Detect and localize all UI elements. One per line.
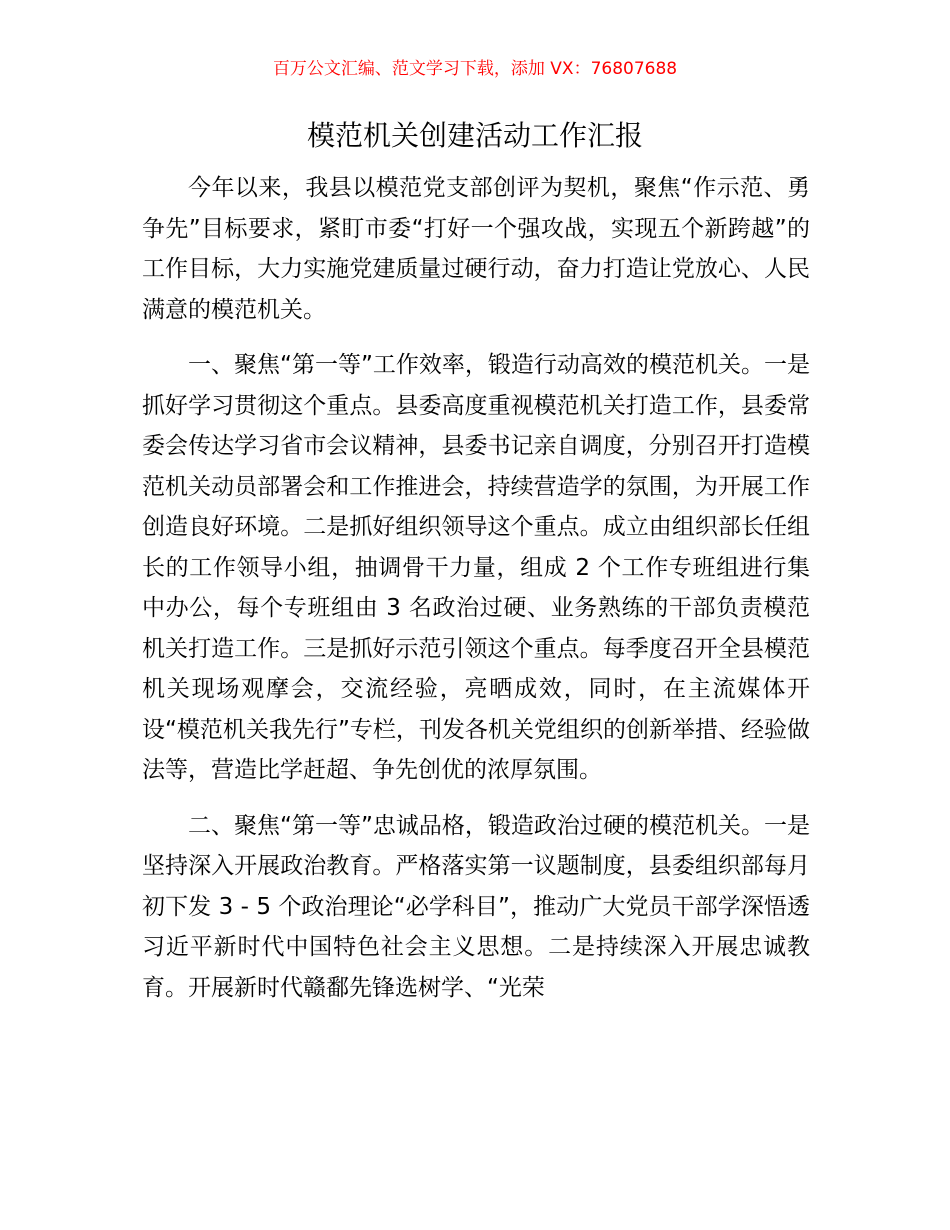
document-body xyxy=(142,168,810,1008)
promo-banner: 百万公文汇编、范文学习下载，添加 VX：76807688 xyxy=(272,59,678,79)
document-title: 模范机关创建活动工作汇报 xyxy=(306,119,643,152)
paragraph-section-one: 一、聚焦“第一等”工作效率，锻造行动高效的模范机关。一是抓好学习贯彻这个重点。县委高度重视模范机关打造工作，县委常委会传达学习省市会议精神，县委书记亲自调度，分别召开打造模范机关动员部署会和工作推进会，持续营造学的氛围，为开展工作创造良好环境。二是抓好组织领导这个重点。成立由组织部长任组长的工作领导小组，抽调骨干力量，组成 2 个工作专班组进行集中办公，每个专班组由 3 名政治过硬、业务熟练的干部负责模范机关打造工作。三是抓好示范引领这个重点。每季度召开全县模范机关现场观摩会，交流经验，亮晒成效，同时，在主流媒体开设“模范机关我先行”专栏，刊发各机关党组织的创新举措、经验做法等，营造比学赶超、争先创优的浓厚氛围。 xyxy=(142,352,810,783)
paragraph-section-two: 二、聚焦“第一等”忠诚品格，锻造政治过硬的模范机关。一是坚持深入开展政治教育。严格落实第一议题制度，县委组织部每月初下发 3 - 5 个政治理论“必学科目”，推动广大党员干部学深悟透习近平新时代中国特色社会主义思想。二是持续深入开展忠诚教育。开展新时代赣鄱先锋选树学、“光荣 xyxy=(142,812,810,1001)
paragraph-intro: 今年以来，我县以模范党支部创评为契机，聚焦“作示范、勇争先”目标要求，紧盯市委“打好一个强攻战，实现五个新跨越”的工作目标，大力实施党建质量过硬行动，奋力打造让党放心、人民满意的模范机关。 xyxy=(142,175,810,323)
